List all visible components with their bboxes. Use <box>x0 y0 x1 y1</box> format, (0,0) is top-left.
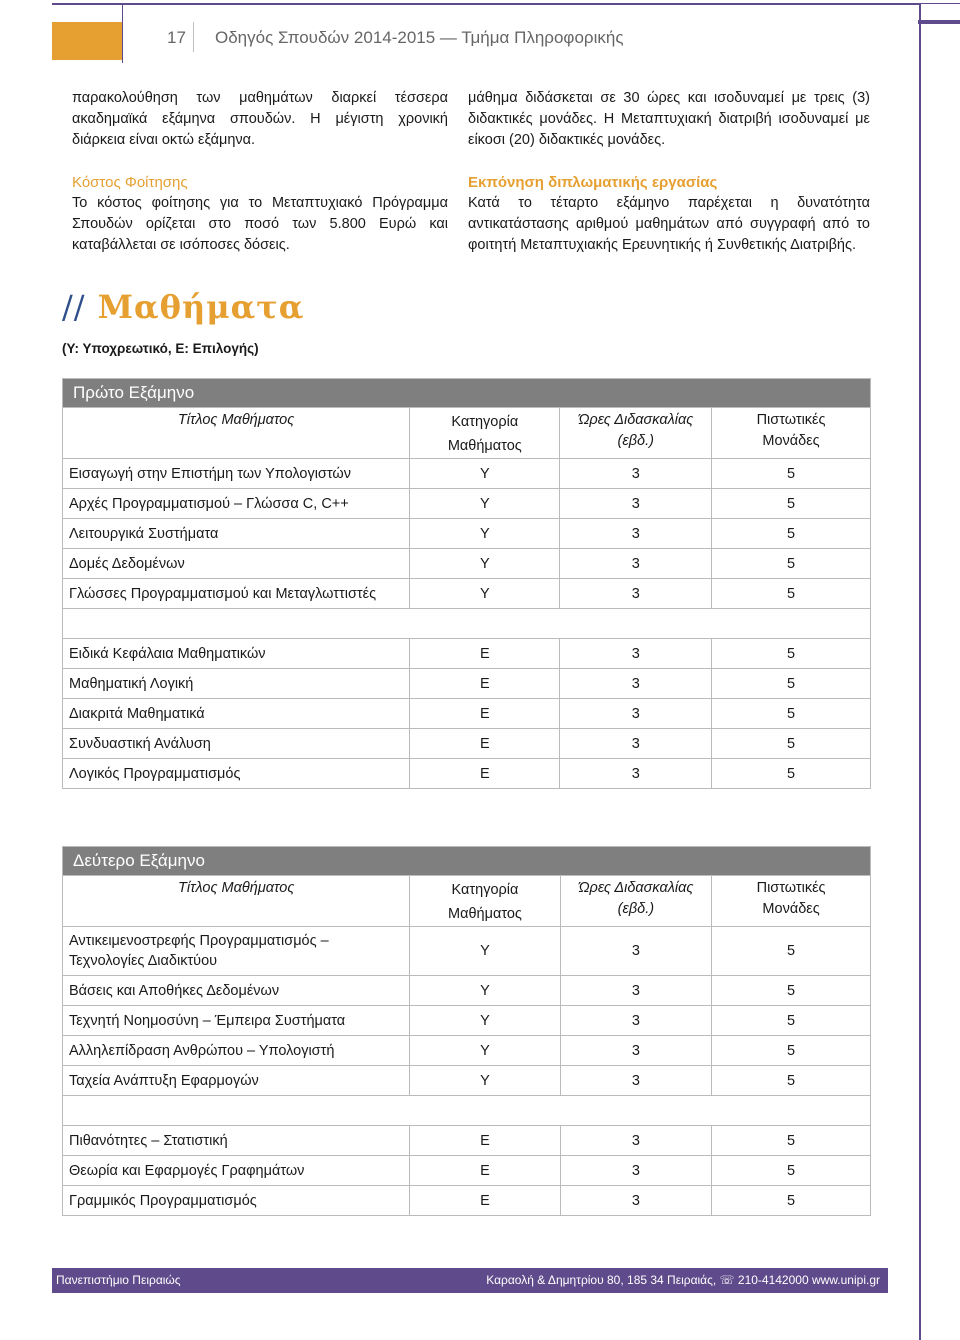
table-row <box>63 1186 871 1216</box>
section-title-text: Μαθήματα <box>97 288 305 326</box>
course-category: Υ <box>410 489 560 519</box>
course-credits: 5 <box>712 459 871 489</box>
course-credits: 5 <box>712 729 871 759</box>
semester1-elective-rows <box>63 639 871 789</box>
table-row <box>63 519 871 549</box>
course-category: Υ <box>410 1036 560 1066</box>
col-hours-header: Ώρες Διδασκαλίας (εβδ.) <box>560 408 712 459</box>
course-category: Υ <box>410 519 560 549</box>
table-row <box>63 1156 871 1186</box>
course-title: Δομές Δεδομένων <box>63 549 410 579</box>
course-credits: 5 <box>712 927 871 976</box>
col-hours-header: Ώρες Διδασκαλίας (εβδ.) <box>560 876 712 927</box>
course-credits: 5 <box>712 1126 871 1156</box>
course-title: Πιθανότητες – Στατιστική <box>63 1126 410 1156</box>
course-hours: 3 <box>560 459 712 489</box>
course-credits: 5 <box>712 759 871 789</box>
course-hours: 3 <box>560 1006 712 1036</box>
header-rule-extension <box>920 3 960 4</box>
course-title: Ταχεία Ανάπτυξη Εφαρμογών <box>63 1066 410 1096</box>
course-hours: 3 <box>560 729 712 759</box>
course-credits: 5 <box>712 549 871 579</box>
course-category: Υ <box>410 1006 560 1036</box>
course-category: Ε <box>410 669 560 699</box>
course-title: Λειτουργικά Συστήματα <box>63 519 410 549</box>
course-title: Βάσεις και Αποθήκες Δεδομένων <box>63 976 410 1006</box>
page-border-right <box>919 3 921 1340</box>
course-hours: 3 <box>560 759 712 789</box>
course-category: Ε <box>410 639 560 669</box>
course-hours: 3 <box>560 519 712 549</box>
header-accent-box <box>52 22 122 60</box>
table-row <box>63 1066 871 1096</box>
course-hours: 3 <box>560 1036 712 1066</box>
course-hours: 3 <box>560 639 712 669</box>
semester2-title: Δεύτερο Εξάμηνο <box>63 847 871 876</box>
table-row <box>63 1006 871 1036</box>
course-credits: 5 <box>712 639 871 669</box>
course-category: Ε <box>410 1156 560 1186</box>
table-row <box>63 729 871 759</box>
course-category: Υ <box>410 1066 560 1096</box>
course-title: Αλληλεπίδραση Ανθρώπου – Υπολογιστή <box>63 1036 410 1066</box>
footer-contact: Καραολή & Δημητρίου 80, 185 34 Πειραιάς, ☏ 210-4142000 www.unipi.gr <box>486 1273 880 1287</box>
course-hours: 3 <box>560 1186 712 1216</box>
semester2-table <box>62 846 871 1216</box>
course-category: Υ <box>410 459 560 489</box>
right-intro-text: μάθημα διδάσκεται σε 30 ώρες και ισοδυναμεί με τρεις (3) διδακτικές μονάδες. Η Μεταπτυχιακή διατριβή ισοδυναμεί με είκοσι (20) διδακτικές μονάδες. <box>468 90 870 148</box>
col-title-header: Τίτλος Μαθήματος <box>63 408 410 459</box>
right-column <box>468 88 870 256</box>
course-hours: 3 <box>560 976 712 1006</box>
table-row <box>63 1126 871 1156</box>
course-credits: 5 <box>712 1006 871 1036</box>
semester2-header-row <box>63 876 871 927</box>
cost-text: Το κόστος φοίτησης για το Μεταπτυχιακό Πρόγραμμα Σπουδών ορίζεται στο ποσό των 5.800 Ευρώ και καταβάλλεται σε ισόποσες δόσεις. <box>72 195 448 253</box>
col-credits-header: Πιστωτικές Μονάδες <box>712 408 871 459</box>
semester1-header-row <box>63 408 871 459</box>
semester1-title: Πρώτο Εξάμηνο <box>63 379 871 408</box>
course-category: Ε <box>410 1186 560 1216</box>
course-category: Υ <box>410 579 560 609</box>
semester2-required-rows <box>63 927 871 1096</box>
course-title: Ειδικά Κεφάλαια Μαθηματικών <box>63 639 410 669</box>
course-title: Μαθηματική Λογική <box>63 669 410 699</box>
course-hours: 3 <box>560 549 712 579</box>
left-intro-text: παρακολούθηση των μαθημάτων διαρκεί τέσσερα ακαδημαϊκά εξάμηνα σπουδών. Η μέγιστη χρονική διάρκεια είναι οκτώ εξάμηνα. <box>72 90 448 148</box>
course-credits: 5 <box>712 579 871 609</box>
header-rule <box>52 3 920 5</box>
course-credits: 5 <box>712 1156 871 1186</box>
thesis-text: Κατά το τέταρτο εξάμηνο παρέχεται η δυνατότητα αντικατάστασης αριθμού μαθημάτων από συγγραφή από το φοιτητή Μεταπτυχιακής Ερευνητικής ή Συνθετικής Διατριβής. <box>468 195 870 253</box>
header-side-bar <box>918 20 960 24</box>
table-row <box>63 489 871 519</box>
header-separator <box>193 22 194 52</box>
course-category: Ε <box>410 699 560 729</box>
course-title: Συνδυαστική Ανάλυση <box>63 729 410 759</box>
table-row <box>63 1036 871 1066</box>
category-legend: (Υ: Υποχρεωτικό, Ε: Επιλογής) <box>62 341 259 356</box>
section-slashes: // <box>62 288 86 326</box>
course-credits: 5 <box>712 1066 871 1096</box>
table-row <box>63 579 871 609</box>
col-category-header: Κατηγορία Μαθήματος <box>410 876 560 927</box>
course-category: Ε <box>410 1126 560 1156</box>
course-title: Διακριτά Μαθηματικά <box>63 699 410 729</box>
col-credits-header: Πιστωτικές Μονάδες <box>712 876 871 927</box>
course-title: Λογικός Προγραμματισμός <box>63 759 410 789</box>
course-category: Ε <box>410 729 560 759</box>
course-hours: 3 <box>560 669 712 699</box>
course-credits: 5 <box>712 489 871 519</box>
footer-university: Πανεπιστήμιο Πειραιώς <box>56 1273 181 1287</box>
col-title-header: Τίτλος Μαθήματος <box>63 876 410 927</box>
course-credits: 5 <box>712 699 871 729</box>
col-category-header: Κατηγορία Μαθήματος <box>410 408 560 459</box>
table-row <box>63 759 871 789</box>
header-title: Οδηγός Σπουδών 2014-2015 — Τμήμα Πληροφορικής <box>215 28 624 47</box>
table-row <box>63 976 871 1006</box>
course-title: Τεχνητή Νοημοσύνη – Έμπειρα Συστήματα <box>63 1006 410 1036</box>
course-title: Γλώσσες Προγραμματισμού και Μεταγλωττιστές <box>63 579 410 609</box>
course-hours: 3 <box>560 927 712 976</box>
course-credits: 5 <box>712 1036 871 1066</box>
course-category: Υ <box>410 927 560 976</box>
course-hours: 3 <box>560 1066 712 1096</box>
course-credits: 5 <box>712 519 871 549</box>
course-hours: 3 <box>560 1156 712 1186</box>
cost-heading: Κόστος Φοίτησης <box>72 174 188 191</box>
left-column <box>72 88 448 256</box>
course-hours: 3 <box>560 579 712 609</box>
semester2-elective-rows <box>63 1126 871 1216</box>
table-row <box>63 669 871 699</box>
course-title: Εισαγωγή στην Επιστήμη των Υπολογιστών <box>63 459 410 489</box>
course-credits: 5 <box>712 669 871 699</box>
course-title: Γραμμικός Προγραμματισμός <box>63 1186 410 1216</box>
thesis-heading: Εκπόνηση διπλωματικής εργασίας <box>468 174 718 191</box>
course-hours: 3 <box>560 489 712 519</box>
course-credits: 5 <box>712 1186 871 1216</box>
semester1-table <box>62 378 871 789</box>
course-hours: 3 <box>560 1126 712 1156</box>
table-row <box>63 549 871 579</box>
course-category: Υ <box>410 976 560 1006</box>
course-category: Ε <box>410 759 560 789</box>
course-category: Υ <box>410 549 560 579</box>
page-footer <box>52 1268 888 1293</box>
table-row <box>63 459 871 489</box>
section-title <box>62 288 304 326</box>
semester2-spacer-row <box>63 1096 871 1126</box>
header-divider <box>122 5 123 63</box>
course-credits: 5 <box>712 976 871 1006</box>
course-title: Αρχές Προγραμματισμού – Γλώσσα C, C++ <box>63 489 410 519</box>
semester1-spacer-row <box>63 609 871 639</box>
page-number: 17 <box>167 28 186 47</box>
semester1-required-rows <box>63 459 871 609</box>
table-row <box>63 927 871 976</box>
course-hours: 3 <box>560 699 712 729</box>
course-title: Θεωρία και Εφαρμογές Γραφημάτων <box>63 1156 410 1186</box>
course-title: Αντικειμενοστρεφής Προγραμματισμός – Τεχνολογίες Διαδικτύου <box>63 927 410 976</box>
table-row <box>63 699 871 729</box>
table-row <box>63 639 871 669</box>
